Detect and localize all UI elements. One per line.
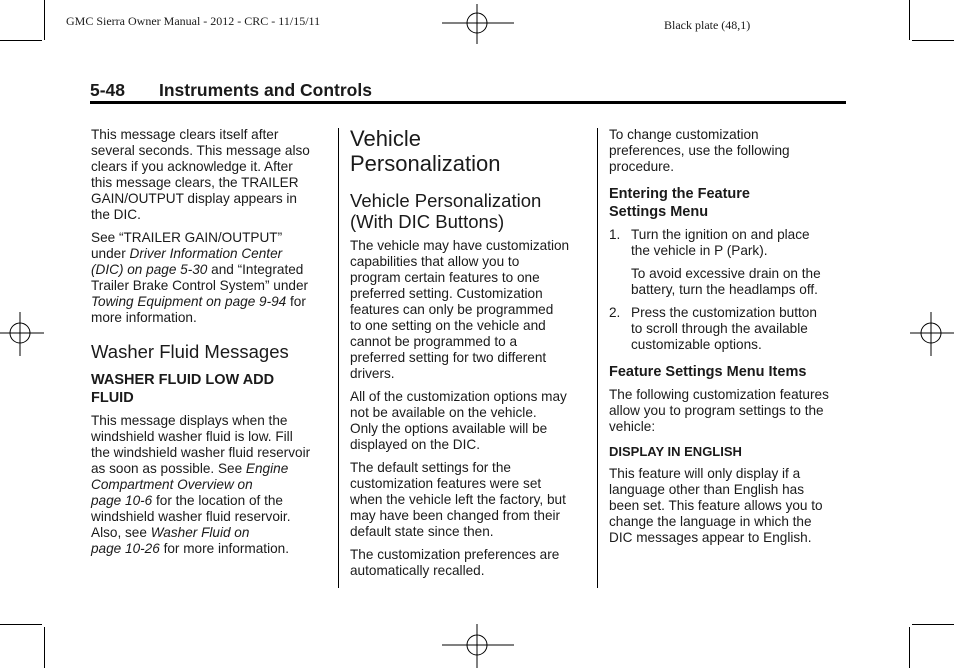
heading-with-dic-buttons: Vehicle Personalization (With DIC Buttons) bbox=[350, 190, 542, 232]
heading-display-in-english: DISPLAY IN ENGLISH bbox=[609, 444, 742, 459]
registration-target-icon bbox=[910, 312, 954, 356]
column-1 bbox=[91, 127, 331, 564]
column-2 bbox=[350, 126, 590, 586]
crop-mark bbox=[44, 627, 45, 668]
section-title: Instruments and Controls bbox=[159, 80, 372, 100]
list-number: 1. bbox=[609, 227, 621, 242]
heading-vehicle-personalization: Vehicle Personalization bbox=[350, 126, 501, 176]
running-header bbox=[90, 80, 846, 102]
crop-mark bbox=[0, 624, 42, 625]
list-item: 2. Press the customization button to scroll through the available customizable options. bbox=[609, 305, 817, 352]
column-divider bbox=[597, 128, 598, 588]
paragraph: This message clears itself after several seconds. This message also clears if you acknowledge it. After this message clears, the TRAILER GAIN/OUTPUT display appears in the DIC. bbox=[91, 127, 310, 222]
link-driver-information-center[interactable]: Driver Information Center bbox=[129, 246, 283, 261]
paragraph: The default settings for the customization features were set when the vehicle left the factory, but may have been changed from their default state since then. bbox=[350, 460, 566, 539]
link-engine-compartment[interactable]: Engine bbox=[245, 461, 289, 476]
subheading-washer-fluid-low: WASHER FLUID LOW ADD FLUID bbox=[91, 372, 275, 406]
list-number: 2. bbox=[609, 305, 621, 320]
crop-mark bbox=[44, 0, 45, 40]
crop-mark bbox=[909, 0, 910, 40]
link-dic-page[interactable]: (DIC) on page 5-30 bbox=[91, 262, 208, 277]
paragraph: The customization preferences are automatically recalled. bbox=[350, 547, 560, 578]
paragraph: This message displays when the windshield washer fluid is low. Fill the windshield washer fluid reservoir as soon as possible. See Engine Compartment Overview on page 10-6 for the location of the windshield washer fluid reservoir. Also, see Washer Fluid on page 10-26 for more information. bbox=[91, 413, 311, 556]
registration-target-icon bbox=[442, 624, 514, 668]
header-rule bbox=[90, 101, 846, 104]
page-number: 5-48 bbox=[90, 80, 126, 100]
link-washer-fluid[interactable]: Washer Fluid on bbox=[150, 525, 250, 540]
heading-entering-feature-settings: Entering the Feature Settings Menu bbox=[609, 186, 750, 220]
link-page-10-26[interactable]: page 10-26 bbox=[91, 541, 160, 556]
list-item-note: To avoid excessive drain on the battery, turn the headlamps off. bbox=[631, 266, 821, 297]
crop-mark bbox=[909, 627, 910, 668]
heading-feature-settings-menu-items: Feature Settings Menu Items bbox=[609, 364, 807, 380]
column-3 bbox=[609, 127, 849, 553]
print-slug-right: Black plate (48,1) bbox=[664, 18, 751, 32]
heading-washer-fluid-messages: Washer Fluid Messages bbox=[91, 341, 289, 362]
column-divider bbox=[338, 128, 339, 588]
paragraph: See “TRAILER GAIN/OUTPUT” under Driver Information Center (DIC) on page 5-30 and “Integrated Trailer Brake Control System” under Towing Equipment on page 9-94 for more information. bbox=[91, 230, 309, 325]
registration-target-icon bbox=[0, 312, 44, 356]
registration-target-icon bbox=[442, 4, 514, 44]
print-slug-left: GMC Sierra Owner Manual - 2012 - CRC - 11/15/11 bbox=[66, 14, 321, 28]
link-page-10-6[interactable]: page 10-6 bbox=[91, 493, 153, 508]
link-towing-equipment[interactable]: Towing Equipment on page 9-94 bbox=[91, 294, 287, 309]
paragraph: The vehicle may have customization capabilities that allow you to program certain features to one preferred setting. Customization features can only be programmed to one setting on the vehicle and cannot be programmed to a preferred setting for two different drivers. bbox=[350, 238, 570, 381]
paragraph: All of the customization options may not be available on the vehicle. Only the options available will be displayed on the DIC. bbox=[350, 389, 567, 452]
crop-mark bbox=[912, 624, 954, 625]
crop-mark bbox=[912, 40, 954, 41]
paragraph: This feature will only display if a language other than English has been set. This feature allows you to change the language in which the DIC messages appear to English. bbox=[609, 466, 823, 545]
paragraph: To change customization preferences, use the following procedure. bbox=[609, 127, 790, 174]
list-item: 1. Turn the ignition on and place the vehicle in P (Park). bbox=[609, 227, 810, 258]
paragraph: The following customization features allow you to program settings to the vehicle: bbox=[609, 387, 829, 434]
crop-mark bbox=[0, 40, 42, 41]
